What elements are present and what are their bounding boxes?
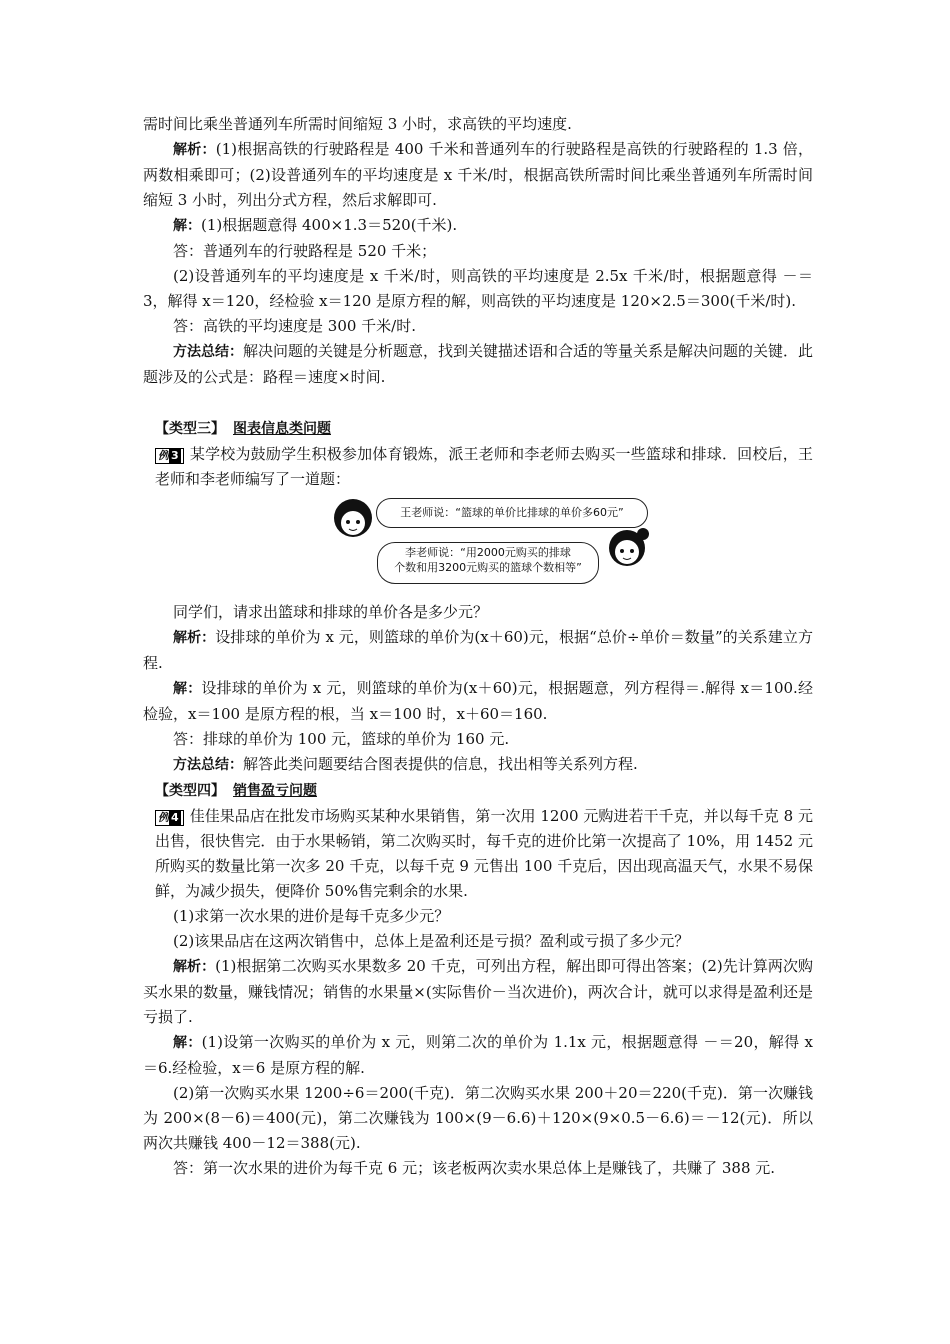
solution-4-1: 解：(1)设第一次购买的单价为 x 元，则第二次的单价为 1.1x 元，根据题意得 －＝20，解得 x＝6.经检验，x＝6 是原方程的解. — [143, 1033, 814, 1077]
document-page — [143, 112, 813, 1181]
teacher-li-avatar — [605, 526, 653, 570]
method-summary-3: 方法总结：解答此类问题要结合图表提供的信息，找出相等关系列方程. — [173, 755, 638, 773]
question-4-1: (1)求第一次水果的进价是每千克多少元？ — [173, 907, 450, 925]
analysis-1: 解析：(1)根据高铁的行驶路程是 400 千米和普通列车的行驶路程是高铁的行驶路程的 1.3 倍，两数相乘即可；(2)设普通列车的平均速度是 x 千米/时，根据高铁所需时间比乘坐普通列车所需时间缩短 3 小时，列出分式方程，然后求解即可. — [143, 140, 813, 209]
speech-bubble-li: 李老师说：“用2000元购买的排球 个数和用3200元购买的篮球个数相等” — [377, 542, 599, 584]
solution-1: 解：(1)根据题意得 400×1.3＝520(千米). — [173, 216, 458, 234]
analysis-3: 解析：设排球的单价为 x 元，则篮球的单价为(x＋60)元，根据“总价÷单价＝数量”的关系建立方程. — [143, 628, 814, 672]
answer-3: 答：排球的单价为 100 元，篮球的单价为 160 元. — [173, 730, 510, 748]
analysis-4: 解析：(1)根据第二次购买水果数多 20 千克，可列出方程，解出即可得出答案；(2)先计算两次购买水果的数量，赚钱情况；销售的水果量×(实际售价－当次进价)，两次合计，就可以求得是盈利还是亏损了. — [143, 957, 813, 1026]
question-3: 同学们，请求出篮球和排球的单价各是多少元？ — [173, 603, 489, 621]
example-4-badge: 例 4 — [155, 810, 184, 826]
method-summary-1: 方法总结：解决问题的关键是分析题意，找到关键描述语和合适的等量关系是解决问题的关键．此题涉及的公式是：路程＝速度×时间. — [143, 342, 814, 386]
type4-heading: 【类型四】 销售盈亏问题 — [155, 783, 317, 799]
example-3-badge: 例 3 — [155, 448, 184, 464]
answer-4: 答：第一次水果的进价为每千克 6 元；该老板两次卖水果总体上是赚钱了，共赚了 388 元. — [173, 1159, 776, 1177]
solution-3: 解：设排球的单价为 x 元，则篮球的单价为(x＋60)元，根据题意，列方程得＝.解得 x＝100.经检验，x＝100 是原方程的根，当 x＝100 时，x＋60＝160. — [143, 679, 813, 723]
example-4: 例 4 佳佳果品店在批发市场购买某种水果销售，第一次用 1200 元购进若干千克，并以每千克 8 元出售，很快售完．由于水果畅销，第二次购买时，每千克的进价比第一次提高了 10%，用 1452 元所购买的数量比第一次多 20 千克，以每千克 9 元售出 100 千克后，因出现高温天气，水果不易保鲜，为减少损失，便降价 50%售完剩余的水果. — [155, 807, 813, 900]
answer-2: 答：高铁的平均速度是 300 千米/时. — [173, 317, 416, 335]
solution-4-2: (2)第一次购买水果 1200÷6＝200(千克)．第二次购买水果 200＋20＝220(千克)．第一次赚钱为 200×(8－6)＝400(元)，第二次赚钱为 100×(9－6.6)＋120×(9×0.5－6.6)＝－12(元)．所以两次共赚钱 400－12＝388(元). — [143, 1084, 813, 1152]
speech-bubble-wang: 王老师说：“篮球的单价比排球的单价多60元” — [376, 498, 648, 528]
dialogue-figure — [143, 496, 813, 594]
example-3: 例 3 某学校为鼓励学生积极参加体育锻炼，派王老师和李老师去购买一些篮球和排球．回校后，王老师和李老师编写了一道题： — [155, 445, 813, 488]
answer-1: 答：普通列车的行驶路程是 520 千米； — [173, 242, 437, 260]
teacher-wang-avatar — [331, 498, 377, 540]
problem-tail: 需时间比乘坐普通列车所需时间缩短 3 小时，求高铁的平均速度. — [143, 115, 572, 133]
question-4-2: (2)该果品店在这两次销售中，总体上是盈利还是亏损？盈利或亏损了多少元？ — [173, 932, 690, 950]
solution-1-part2: (2)设普通列车的平均速度是 x 千米/时，则高铁的平均速度是 2.5x 千米/时，根据题意得 －＝3，解得 x＝120，经检验 x＝120 是原方程的解，则高铁的平均速度是 120×2.5＝300(千米/时). — [143, 267, 813, 310]
type3-heading: 【类型三】 图表信息类问题 — [155, 421, 331, 437]
